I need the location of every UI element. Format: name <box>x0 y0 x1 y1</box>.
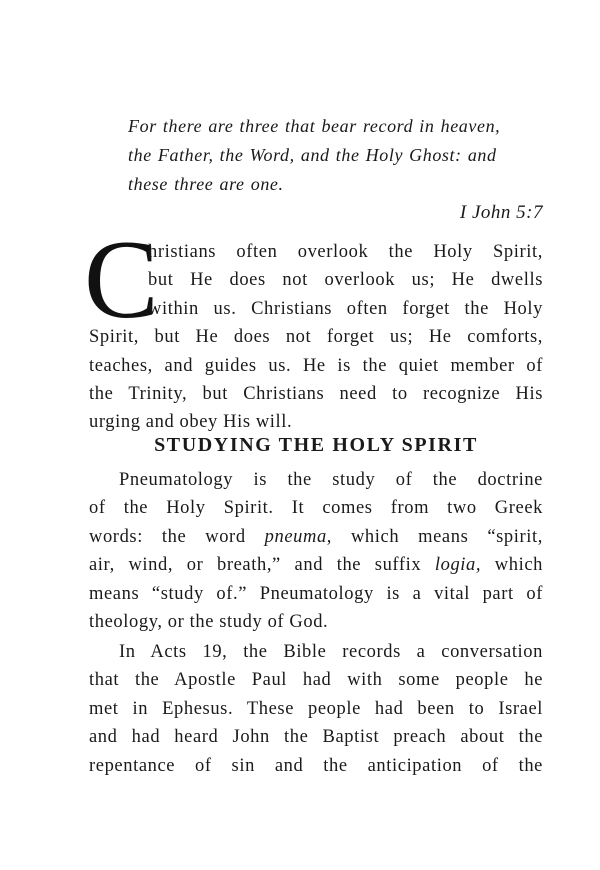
text-line: hristians often overlook the Holy Spirit, <box>148 242 543 262</box>
text-run: air, wind, or breath,” and the suffix <box>89 555 435 576</box>
text-line: but He does not overlook us; He dwells <box>148 270 543 291</box>
text-line: teaches, and guides us. He is the quiet member of <box>89 355 543 376</box>
text-run: words: the word <box>89 526 265 547</box>
epigraph-line: the Father, the Word, and the Holy Ghost: and <box>128 145 497 165</box>
text-line <box>89 551 543 579</box>
text-line: Pneumatology is the study of the doctrine <box>119 470 543 490</box>
text-line: theology, or the study of God. <box>89 612 329 633</box>
section-heading: STUDYING THE HOLY SPIRIT <box>154 434 478 456</box>
text-line <box>89 523 543 551</box>
text-run: , which means “spirit, <box>326 526 543 547</box>
epigraph-citation: I John 5:7 <box>459 202 543 223</box>
text-run: which <box>481 555 543 576</box>
text-line: Spirit, but He does not forget us; He comforts, <box>89 327 543 348</box>
emphasis-pneuma: pneuma <box>264 526 327 547</box>
section-paragraph-2 <box>89 638 543 780</box>
epigraph-line: For there are three that bear record in heaven, <box>128 116 501 136</box>
text-line: urging and obey His will. <box>89 412 293 433</box>
text-line: that the Apostle Paul had with some people he <box>89 670 543 691</box>
intro-paragraph <box>89 238 543 437</box>
text-line: the Trinity, but Christians need to recognize His <box>89 384 543 405</box>
text-line: and had heard John the Baptist preach about the <box>89 727 543 748</box>
epigraph-quote <box>128 112 544 199</box>
text-line: means “study of.” Pneumatology is a vital part of <box>89 583 543 604</box>
epigraph-line: these three are one. <box>128 174 284 194</box>
drop-cap: C <box>84 218 159 342</box>
text-line: met in Ephesus. These people had been to Israel <box>89 698 543 719</box>
emphasis-logia: logia, <box>434 555 482 576</box>
section-paragraph-1 <box>89 466 543 636</box>
text-line: repentance of sin and the anticipation of the <box>89 755 543 776</box>
text-line: of the Holy Spirit. It comes from two Greek <box>89 498 543 519</box>
text-line: within us. Christians often forget the Holy <box>148 298 543 319</box>
text-line: In Acts 19, the Bible records a conversation <box>119 642 543 662</box>
